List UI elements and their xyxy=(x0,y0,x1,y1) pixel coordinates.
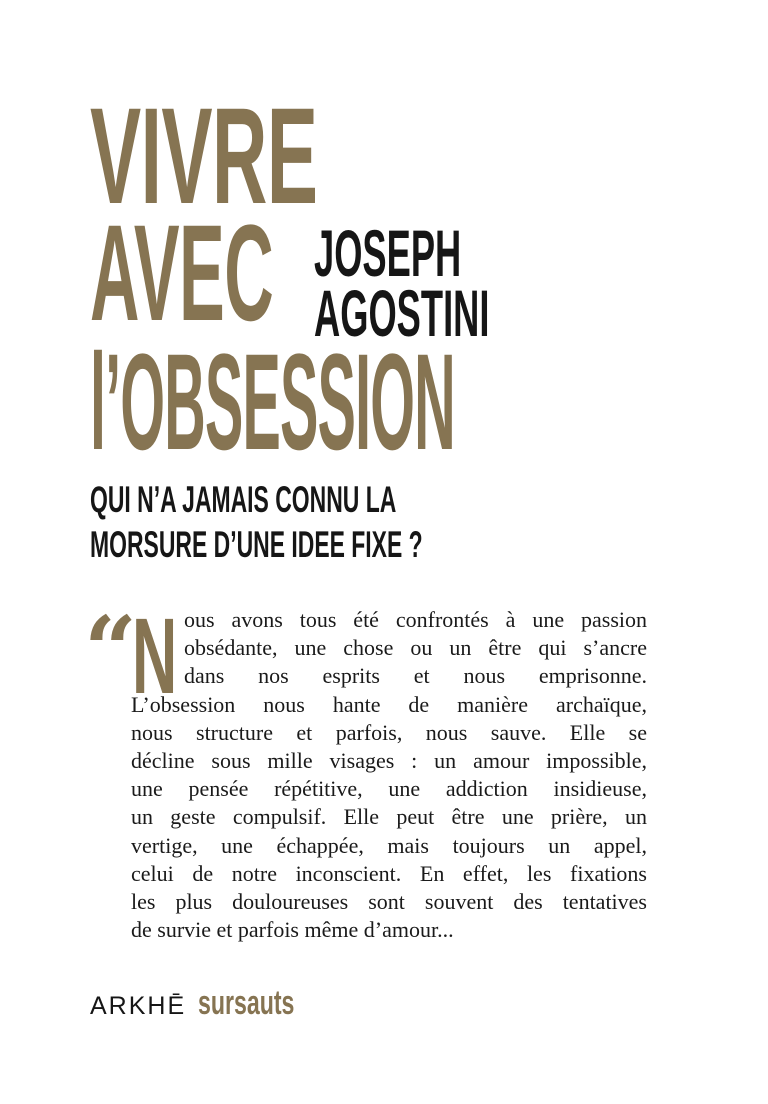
publisher-block xyxy=(90,984,340,1022)
publisher-logo: ARKHĒ xyxy=(90,992,187,1020)
blurb-line: une pensée répétitive, une addiction insidieuse, xyxy=(131,776,647,802)
blurb-text xyxy=(131,606,647,944)
title-line-3: l’OBSESSION xyxy=(90,326,455,479)
blurb-line: les plus douloureuses sont souvent des tentatives xyxy=(131,889,647,915)
opening-quote-mark: “ xyxy=(84,596,137,704)
blurb-line: dans nos esprits et nous emprisonne. xyxy=(184,663,647,689)
blurb-line: un geste compulsif. Elle peut être une prière, un xyxy=(131,804,647,830)
subtitle-line-1: QUI N’A JAMAIS CONNU LA xyxy=(90,479,397,520)
blurb-line: L’obsession nous hante de manière archaïque, xyxy=(131,691,647,717)
blurb-line: nous structure et parfois, nous sauve. Elle se xyxy=(131,719,647,745)
blurb-line: ous avons tous été confrontés à une passion xyxy=(184,607,647,632)
blurb-line: obsédante, une chose ou un être qui s’ancre xyxy=(184,635,647,661)
blurb-line: celui de notre inconscient. En effet, les fixations xyxy=(131,860,647,886)
title-line-1: VIVRE xyxy=(90,80,318,233)
subtitle-line-2: MORSURE D’UNE IDEE FIXE ? xyxy=(90,524,423,565)
collection-name: sursauts xyxy=(198,984,295,1022)
author-last-name: AGOSTINI xyxy=(314,276,490,350)
blurb-line: décline sous mille visages : un amour impossible, xyxy=(131,748,647,774)
blurb-line: vertige, une échappée, mais toujours un appel, xyxy=(131,832,647,858)
blurb-line-last: de survie et parfois même d’amour... xyxy=(131,917,454,943)
author-first-name: JOSEPH xyxy=(314,216,462,290)
title-line-2: AVEC xyxy=(90,197,274,350)
drop-cap: N xyxy=(132,595,178,716)
